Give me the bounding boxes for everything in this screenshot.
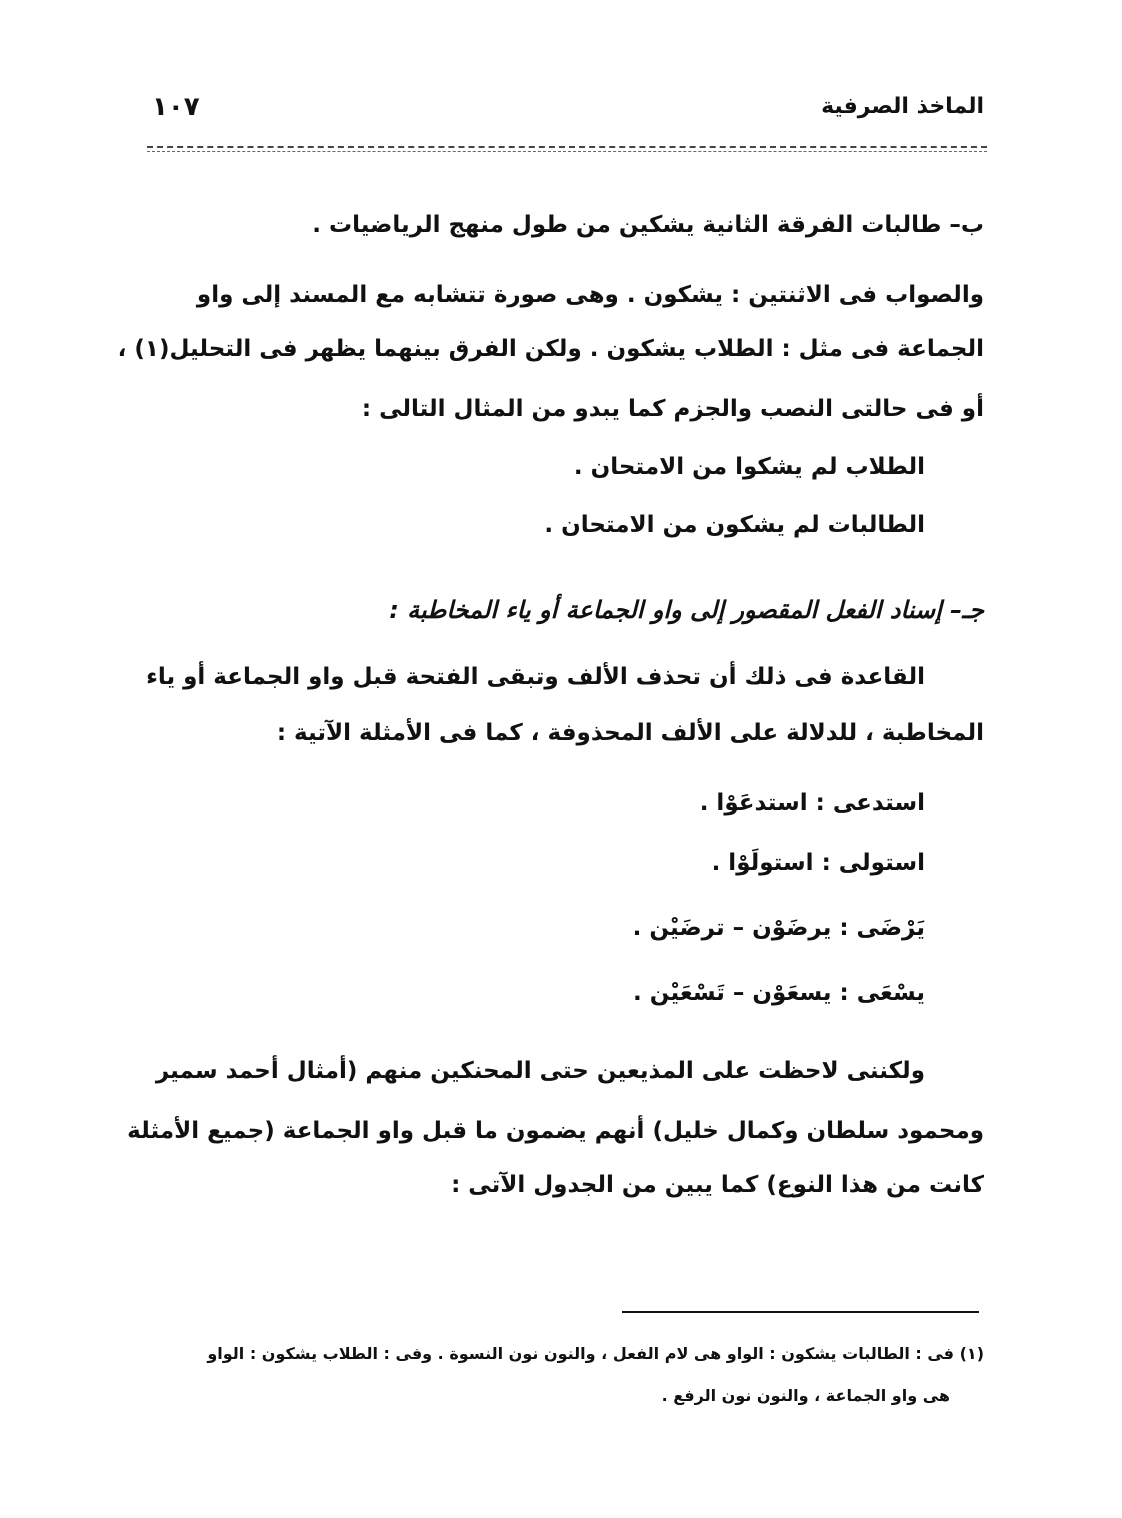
example-item: استدعى : استدعَوْا . <box>699 790 925 816</box>
body-line: ولكننى لاحظت على المذيعين حتى المحنكين منهم (أمثال أحمد سمير <box>155 1058 925 1084</box>
example-item: يَرْضَى : يرضَوْن – ترضَيْن . <box>632 915 925 941</box>
body-line: أو فى حالتى النصب والجزم كما يبدو من المثال التالى : <box>361 396 984 422</box>
example-item: استولى : استولَوْا . <box>711 850 925 876</box>
body-line: المخاطبة ، للدلالة على الألف المحذوفة ، كما فى الأمثلة الآتية : <box>276 720 984 746</box>
body-line: كانت من هذا النوع) كما يبين من الجدول الآتى : <box>451 1172 984 1198</box>
example-item: يسْعَى : يسعَوْن – تَسْعَيْن . <box>633 980 925 1006</box>
body-line: الجماعة فى مثل : الطلاب يشكون . ولكن الفرق بينهما يظهر فى التحليل(١) ، <box>117 336 984 362</box>
header-divider <box>147 146 987 152</box>
example-sentence: الطلاب لم يشكوا من الامتحان . <box>573 454 925 480</box>
body-line: القاعدة فى ذلك أن تحذف الألف وتبقى الفتحة قبل واو الجماعة أو ياء <box>146 664 925 690</box>
example-sentence: الطالبات لم يشكون من الامتحان . <box>544 512 925 538</box>
body-line: ب– طالبات الفرقة الثانية يشكين من طول منهج الرياضيات . <box>312 212 984 238</box>
section-heading: جـ– إسناد الفعل المقصور إلى واو الجماعة أو ياء المخاطبة : <box>389 596 984 624</box>
footnote-line: هى واو الجماعة ، والنون نون الرفع . <box>661 1386 950 1405</box>
body-line: والصواب فى الاثنتين : يشكون . وهى صورة تتشابه مع المسند إلى واو <box>196 282 984 308</box>
running-header-title: الماخذ الصرفية <box>821 94 984 119</box>
footnote-divider <box>622 1311 979 1313</box>
body-line: ومحمود سلطان وكمال خليل) أنهم يضمون ما قبل واو الجماعة (جميع الأمثلة <box>127 1118 984 1144</box>
page-number: ١٠٧ <box>152 92 200 122</box>
footnote-line: (١) فى : الطالبات يشكون : الواو هى لام الفعل ، والنون نون النسوة . وفى : الطلاب يشكون : الواو <box>207 1344 984 1363</box>
